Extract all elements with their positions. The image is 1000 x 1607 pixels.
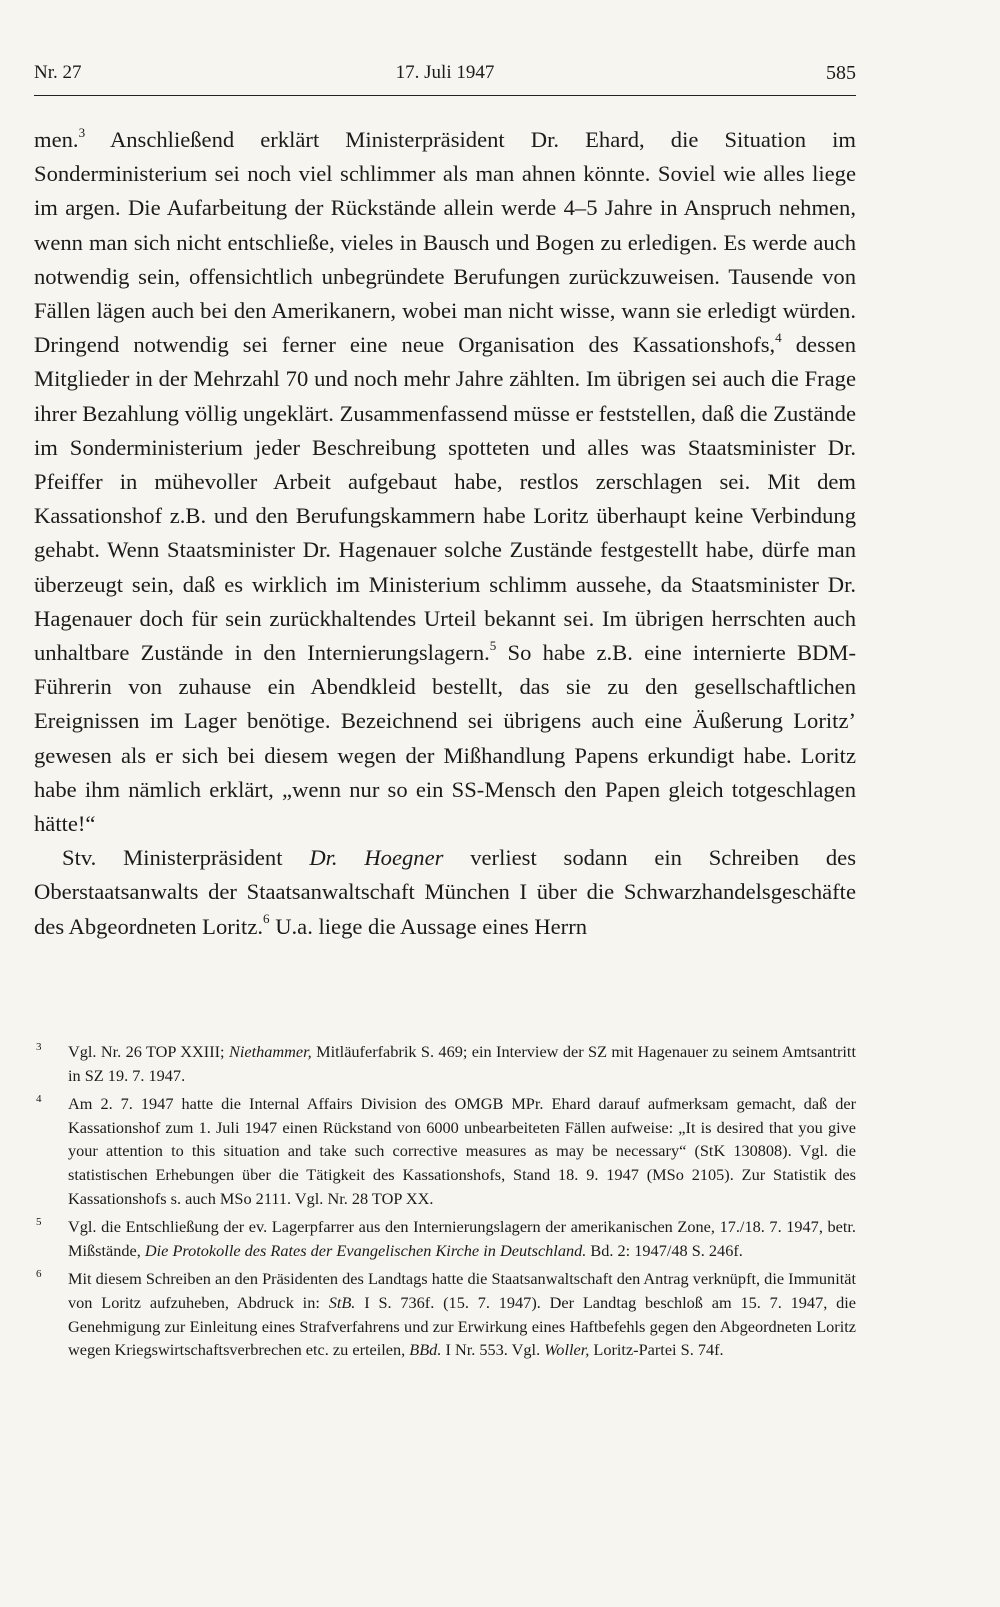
- text-run: men.: [34, 127, 79, 152]
- footnote-number: 5: [36, 1216, 42, 1229]
- footnote-text: I S. 736f. (15. 7. 1947). Der Landtag beschloß am 15. 7. 1947, die Genehmigung zur Einleitung eines Strafverfahrens und zur Erwirkung eines Haftbefehls gegen den Abgeordneten Loritz wegen Kriegswirtschaftsverbrechen etc. zu erteilen,: [68, 1292, 856, 1360]
- source-abbrev: BBd.: [409, 1340, 442, 1360]
- document-number: Nr. 27: [34, 62, 82, 83]
- text-run: Anschließend erklärt Ministerpräsident Dr. Ehard, die Situation im Sonderministerium sei noch viel schlimmer als man ahnen könnte. Soviel wie alles liege im argen. Die Aufarbeitung der Rückstände allein werde 4–5 Jahre in Anspruch nehmen, wenn man sich nicht entschließe, vieles in Bausch und Bogen zu erledigen. Es werde auch notwendig sein, offensichtlich unbegründete Berufungen zurückzuweisen. Tausende von Fällen lägen auch bei den Amerikanern, wobei man nicht wisse, wann sie erledigt würden. Dringend notwendig sei ferner eine neue Organisation des Kassationshofs,: [34, 127, 856, 358]
- text-run: Stv. Ministerpräsident: [62, 845, 310, 871]
- footnote-text: Vgl. die Entschließung der ev. Lagerpfarrer aus den Internierungslagern der amerikanischen Zone, 17./18. 7. 1947, betr. Mißstände,: [68, 1217, 856, 1260]
- footnote-ref-5: 5: [489, 637, 497, 653]
- footnote-number: 3: [36, 1041, 42, 1053]
- text-run: U.a. liege die Aussage eines Herrn: [269, 913, 588, 939]
- footnote-text: I Nr. 553. Vgl.: [441, 1340, 545, 1360]
- header-date: 17. Juli 1947: [395, 62, 495, 83]
- footnote-6: [34, 1267, 856, 1361]
- page-number: 585: [826, 62, 856, 84]
- footnote-text: Mitläuferfabrik S. 469; ein Interview der SZ mit Hagenauer zu seinem Amtsantritt in SZ 19. 7. 1947.: [68, 1042, 856, 1085]
- source-abbrev: StB.: [328, 1292, 356, 1312]
- footnote-text: Loritz-Partei S. 74f.: [589, 1340, 724, 1360]
- footnote-text: Mit diesem Schreiben an den Präsidenten des Landtags hatte die Staatsanwaltschaft den Antrag verknüpft, die Immunität von Loritz aufzuheben, Abdruck in:: [68, 1269, 856, 1312]
- footnote-number: 6: [36, 1268, 42, 1281]
- footnote-5: [34, 1215, 856, 1262]
- author-name: Woller,: [544, 1340, 590, 1360]
- text-run: verliest sodann ein Schreiben des Oberstaatsanwalts der Staatsanwaltschaft München I über die Schwarzhandelsgeschäfte des Abgeordneten Loritz.: [34, 845, 856, 939]
- text-run: So habe z.B. eine internierte BDM-Führerin von zuhause ein Abendkleid bestellt, das sie zu den gesellschaftlichen Ereignissen im Lager benötige. Bezeichnend sei übrigens auch eine Äußerung Loritz’ gewesen als er sich bei diesem wegen der Mißhandlung Papens erkundigt habe. Loritz habe ihm nämlich erklärt, „wenn nur so ein SS-Mensch den Papen gleich totgeschlagen hätte!“: [34, 640, 856, 837]
- footnotes: [34, 1040, 856, 1367]
- author-name: Niethammer,: [228, 1042, 312, 1061]
- publication-title: Die Protokolle des Rates der Evangelischen Kirche in Deutschland.: [144, 1240, 587, 1260]
- footnote-ref-3: 3: [78, 124, 86, 140]
- footnote-ref-4: 4: [775, 329, 782, 345]
- text-run: dessen Mitglieder in der Mehrzahl 70 und noch mehr Jahre zählten. Im übrigen sei auch die Frage ihrer Bezahlung völlig ungeklärt. Zusammenfassend müsse er feststellen, daß die Zustände im Sonderministerium jeder Beschreibung spotteten und alles was Staatsminister Dr. Pfeiffer in mühevoller Arbeit aufgebaut habe, restlos zerschlagen sei. Mit dem Kassationshof z.B. und den Berufungskammern habe Loritz überhaupt keine Verbindung gehabt. Wenn Staatsminister Dr. Hagenauer solche Zustände festgestellt habe, dürfe man überzeugt sein, daß es wirklich im Ministerium schlimm aussehe, da Staatsminister Dr. Hagenauer doch für sein zurückhaltendes Urteil bekannt sei. Im übrigen herrschten auch unhaltbare Zustände in den Internierungslagern.: [34, 332, 856, 666]
- footnote-text: Vgl. Nr. 26 TOP XXIII;: [68, 1042, 229, 1061]
- paragraph-2: [34, 841, 856, 944]
- footnote-text: Bd. 2: 1947/48 S. 246f.: [586, 1240, 743, 1260]
- footnote-4: [34, 1092, 856, 1210]
- paragraph-1: [34, 123, 856, 841]
- footnote-ref-6: 6: [263, 911, 270, 927]
- main-text: [34, 123, 856, 944]
- footnote-number: 4: [36, 1093, 42, 1106]
- footnote-3: [34, 1040, 856, 1087]
- header-rule: [34, 95, 856, 96]
- footnote-text: Am 2. 7. 1947 hatte die Internal Affairs Division des OMGB MPr. Ehard darauf aufmerksam gemacht, daß der Kassationshof zum 1. Juli 1947 einen Rückstand von 6000 unbearbeiteten Fällen aufweise: „It is desired that you give your attention to this situation and take such corrective measures as may be necessary“ (StK 130808). Vgl. die statistischen Erhebungen über die Tätigkeit des Kassationshofs, Stand 18. 9. 1947 (MSo 2105). Zur Statistik des Kassationshofs s. auch MSo 2111. Vgl. Nr. 28 TOP XX.: [68, 1094, 856, 1208]
- running-header: [34, 58, 856, 88]
- speaker-name: Dr. Hoegner: [309, 845, 444, 871]
